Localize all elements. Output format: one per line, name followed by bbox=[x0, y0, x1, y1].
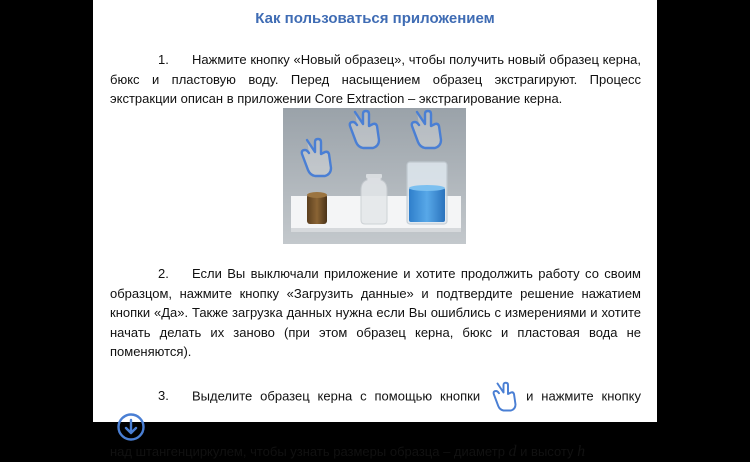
pointing-hand-icon bbox=[492, 382, 518, 412]
weighing-bottle[interactable] bbox=[361, 174, 387, 224]
step-text-and: и высоту bbox=[520, 444, 574, 459]
core-sample[interactable] bbox=[307, 192, 327, 224]
step-text-next-line: над штангенциркулем, чтобы узнать размеры образца – диаметр bbox=[110, 444, 505, 459]
variable-h: h bbox=[577, 443, 586, 460]
arrow-down-circle-icon bbox=[116, 412, 146, 442]
step-number: 2. bbox=[158, 266, 169, 281]
step-number: 1. bbox=[158, 52, 169, 67]
step-2 bbox=[110, 264, 641, 362]
step-text: Выделите образец керна с помощью кнопки bbox=[192, 388, 481, 404]
illustration-sample-bench bbox=[283, 108, 466, 244]
beaker-formation-water[interactable] bbox=[407, 162, 447, 224]
step-1 bbox=[110, 50, 641, 109]
step-text: Нажмите кнопку «Новый образец», чтобы получить новый образец керна, бюкс и пластовую воду. Перед насыщением образец экстрагируют. Процесс экстракции описан в приложении Core Extraction – экстрагирование керна. bbox=[110, 52, 641, 106]
step-text: Если Вы выключали приложение и хотите продолжить работу со своим образцом, нажмите кнопку «Загрузить данные» и подтвердите решение нажатием кнопки «Да». Также загрузка данных нужна если Вы ошиблись с измерениями и хотите начать делать их заново (при этом образец керна, бюкс и пластовая вода не поменяются). bbox=[110, 266, 641, 359]
step-text-middle: и нажмите кнопку bbox=[526, 388, 641, 404]
page-title: Как пользоваться приложением bbox=[255, 10, 495, 27]
step-3 bbox=[110, 382, 641, 462]
variable-d: d bbox=[508, 443, 517, 460]
step-number: 3. bbox=[158, 388, 169, 404]
help-page bbox=[93, 0, 657, 460]
